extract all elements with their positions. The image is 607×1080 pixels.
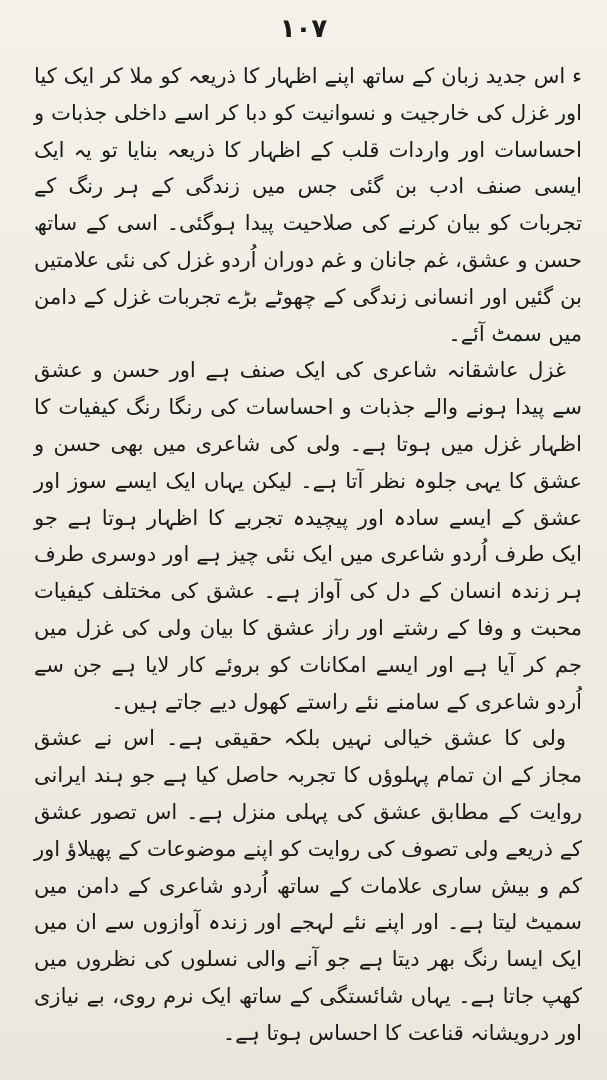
body-text <box>34 58 582 1052</box>
paragraph: غزل عاشقانہ شاعری کی ایک صنف ہے اور حسن و عشق سے پیدا ہونے والے جذبات و احساسات کی رنگا رنگ کیفیات کا اظہار غزل میں ہوتا ہے۔ ولی کی شاعری میں بھی حسن و عشق کا یہی جلوہ نظر آتا ہے۔ لیکن یہاں ایک ایسے سوز اور عشق کے ایسے سادہ اور پیچیدہ تجربے کا اظہار ہوتا ہے جو ایک طرف اُردو شاعری میں ایک نئی چیز ہے اور دوسری طرف ہر زندہ انسان کے دل کی آواز ہے۔ عشق کی مختلف کیفیات محبت و وفا کے رشتے اور راز عشق کا بیان ولی کی غزل میں جم کر آیا ہے اور ایسے امکانات کو بروئے کار لایا ہے جن سے اُردو شاعری کے سامنے نئے راستے کھول دیے جاتے ہیں۔ <box>34 358 582 714</box>
page-number: ۱۰۷ <box>279 14 328 44</box>
paragraph: ء اس جدید زبان کے ساتھ اپنے اظہار کا ذریعہ کو ملا کر ایک کیا اور غزل کی خارجیت و نسوانیت کو دبا کر اسے داخلی جذبات و احساسات اور واردات قلب کے اظہار کا ذریعہ بنایا تو یہ ایک ایسی صنف ادب بن گئی جس میں زندگی کے ہر رنگ کے تجربات کو بیان کرنے کی صلاحیت پیدا ہوگئی۔ اسی کے ساتھ حسن و عشق، غم جانان و غم دوران اُردو غزل کی نئی علامتیں بن گئیں اور انسانی زندگی کے چھوٹے بڑے تجربات غزل کے دامن میں سمٹ آئے۔ <box>34 64 582 346</box>
paragraph: ولی کا عشق خیالی نہیں بلکہ حقیقی ہے۔ اس نے عشق مجاز کے ان تمام پہلوؤں کا تجربہ حاصل کیا ہے جو ہند ایرانی روایت کے مطابق عشق کی پہلی منزل ہے۔ اس تصور عشق کے ذریعے ولی تصوف کی روایت کو اپنے موضوعات کے پھیلاؤ اور کم و بیش ساری علامات کے ساتھ اُردو شاعری کے دامن میں سمیٹ لیتا ہے۔ اور اپنے نئے لہجے اور زندہ آوازوں سے ان میں ایک ایسا رنگ بھر دیتا ہے جو آنے والی نسلوں کی نظروں میں کھپ جاتا ہے۔ یہاں شائستگی کے ساتھ ایک نرم روی، بے نیازی اور درویشانہ قناعت کا احساس ہوتا ہے۔ <box>34 726 582 1045</box>
